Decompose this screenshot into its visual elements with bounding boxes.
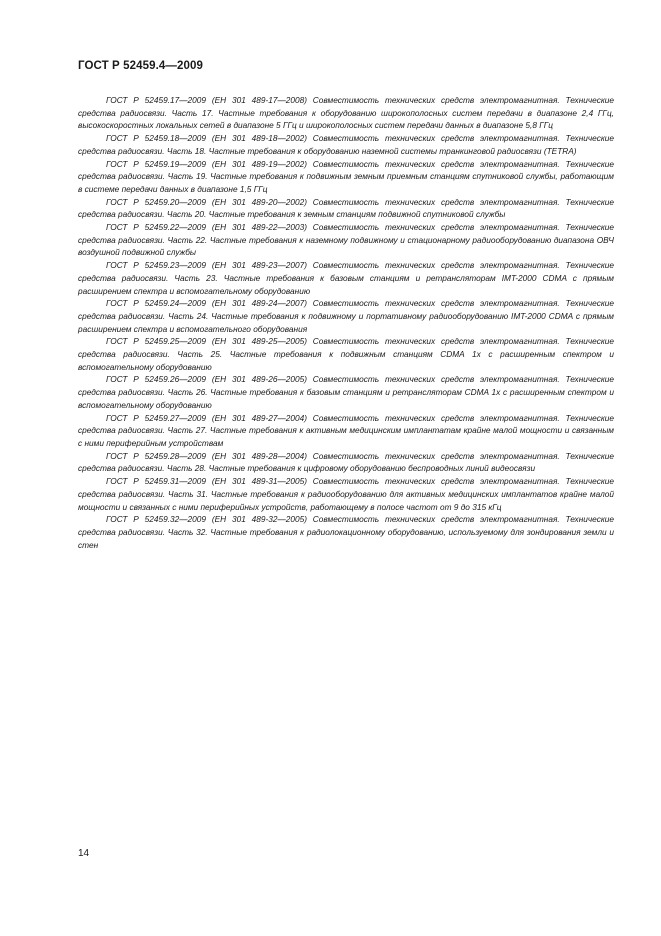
reference-item: ГОСТ Р 52459.18—2009 (ЕН 301 489-18—2002) Совместимость технических средств электромагнитная. Технические средства радиосвязи. Часть 18. Частные требования к оборудованию наземной системы транкинговой радиосвязи (TETRA) bbox=[78, 133, 614, 156]
reference-item: ГОСТ Р 52459.20—2009 (ЕН 301 489-20—2002) Совместимость технических средств электромагнитная. Технические средства радиосвязи. Часть 20. Частные требования к земным станциям подвижной спутниковой службы bbox=[78, 196, 614, 220]
page-number: 14 bbox=[78, 848, 90, 859]
reference-item: ГОСТ Р 52459.19—2009 (ЕН 301 489-19—2002) Совместимость технических средств электромагнитная. Технические средства радиосвязи. Часть 19. Частные требования к подвижным земным приемным станциям спутниковой службы, работающим в системе передачи данных в диапазоне 1,5 ГГц bbox=[78, 158, 614, 194]
reference-item: ГОСТ Р 52459.32—2009 (ЕН 301 489-32—2005) Совместимость технических средств электромагнитная. Технические средства радиосвязи. Часть 32. Частные требования к радиолокационному оборудованию, используемому для зондирования земли и стен bbox=[78, 514, 614, 550]
document-header-title: ГОСТ Р 52459.4—2009 bbox=[78, 60, 203, 72]
reference-item: ГОСТ Р 52459.17—2009 (ЕН 301 489-17—2008) Совместимость технических средств электромагнитная. Технические средства радиосвязи. Часть 17. Частные требования к оборудованию широкополосных систем передачи в диапазоне 2,4 ГГц, высокоскоростных локальных сетей в диапазоне 5 ГГц и широкополосных систем передачи данных в диапазоне 5,8 ГГц bbox=[78, 95, 614, 131]
reference-item: ГОСТ Р 52459.24—2009 (ЕН 301 489-24—2007) Совместимость технических средств электромагнитная. Технические средства радиосвязи. Часть 24. Частные требования к подвижному и портативному радиооборудованию IMT-2000 CDMA с прямым расширением спектра и вспомогательного оборудования bbox=[78, 298, 614, 334]
reference-item: ГОСТ Р 52459.25—2009 (ЕН 301 489-25—2005) Совместимость технических средств электромагнитная. Технические средства радиосвязи. Часть 25. Частные требования к подвижным станциям CDMA 1x с расширенным спектром и вспомогательному оборудованию bbox=[78, 336, 614, 372]
reference-item: ГОСТ Р 52459.27—2009 (ЕН 301 489-27—2004) Совместимость технических средств электромагнитная. Технические средства радиосвязи. Часть 27. Частные требования к активным медицинским имплантатам крайне малой мощности и связанным с ними периферийным устройствам bbox=[78, 412, 614, 448]
reference-item: ГОСТ Р 52459.31—2009 (ЕН 301 489-31—2005) Совместимость технических средств электромагнитная. Технические средства радиосвязи. Часть 31. Частные требования к радиооборудованию для активных медицинских имплантатов крайне малой мощности и связанных с ними периферийных устройств, работающему в полосе частот от 9 до 315 кГц bbox=[78, 476, 614, 512]
reference-item: ГОСТ Р 52459.22—2009 (ЕН 301 489-22—2003) Совместимость технических средств электромагнитная. Технические средства радиосвязи. Часть 22. Частные требования к наземному подвижному и стационарному радиооборудованию диапазона ОВЧ воздушной подвижной службы bbox=[78, 222, 614, 258]
reference-item: ГОСТ Р 52459.28—2009 (ЕН 301 489-28—2004) Совместимость технических средств электромагнитная. Технические средства радиосвязи. Часть 28. Частные требования к цифровому оборудованию беспроводных линий видеосвязи bbox=[78, 450, 614, 474]
reference-item: ГОСТ Р 52459.26—2009 (ЕН 301 489-26—2005) Совместимость технических средств электромагнитная. Технические средства радиосвязи. Часть 26. Частные требования к базовым станциям и ретрансляторам CDMA 1x с расширенным спектром и вспомогательному оборудованию bbox=[78, 374, 614, 410]
references-list bbox=[78, 94, 614, 551]
reference-item: ГОСТ Р 52459.23—2009 (ЕН 301 489-23—2007) Совместимость технических средств электромагнитная. Технические средства радиосвязи. Часть 23. Частные требования к базовым станциям и ретрансляторам IMT-2000 CDMA с прямым расширением спектра и вспомогательному оборудованию bbox=[78, 260, 614, 296]
